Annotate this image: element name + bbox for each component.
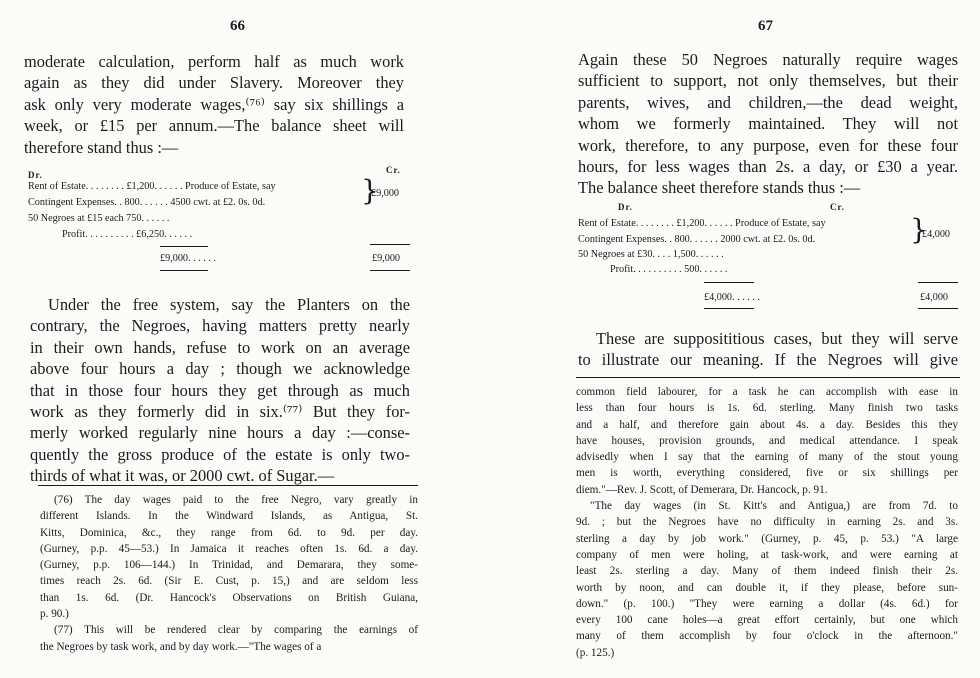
page-number-left: 66: [230, 18, 245, 34]
text-line: sufficient to support, not only themselves, but their: [578, 71, 958, 91]
footnote-line: many of them accomplish by four o'clock in the afternoon.": [576, 630, 958, 643]
text-line: week, or £15 per annum.—The balance sheet will: [24, 116, 404, 136]
text-line: in their own hands, refuse to work on an average: [30, 337, 410, 357]
footnote-line: every 100 cane holes—a great effort certainly, but one which: [576, 614, 958, 627]
footnote-line: p. 90.): [40, 608, 69, 621]
credit-amount: £9,000: [371, 188, 400, 199]
footnote-line: "The day wages (in St. Kitt's and Antigua,) are from 7d. to: [590, 500, 958, 513]
text-line: hours, for less wages than 2s. a day, or £30 a year.: [578, 157, 958, 177]
footnote-line: 9d. ; but the Negroes have no difficulty in earning 2s. and 3s.: [576, 516, 958, 529]
credit-header: Cr.: [830, 202, 845, 212]
sum-rule: [160, 270, 208, 271]
text-line: The balance sheet therefore stands thus :—: [578, 178, 861, 198]
text-line: contrary, the Negroes, having matters pretty nearly: [30, 316, 410, 336]
brace-glyph: }: [910, 213, 928, 246]
footnote-line: times reach 2s. 6d. (Sir E. Cust, p. 15,) and are seldom less: [40, 575, 418, 588]
right-page: [490, 0, 980, 678]
footnote-line: men is worth, everything considered, five or six shillings per: [576, 467, 958, 480]
text-line: above four hours a day ; though we acknowledge: [30, 359, 410, 379]
footnote-line: advisedly when I say that the earning of many of the stout young: [576, 451, 958, 464]
footnote-line: diem."—Rev. J. Scott, of Demerara, Dr. Hancock, p. 91.: [576, 483, 828, 496]
text-line: that in those four hours they get through as much: [30, 380, 410, 400]
sum-rule: [918, 308, 958, 309]
sum-rule: [704, 282, 754, 283]
total-left: £9,000. . . . . .: [160, 253, 217, 264]
balance-row: 50 Negroes at £30. . . . 1,500. . . . . .: [578, 249, 724, 260]
balance-row: Rent of Estate. . . . . . . . £1,200. . . . . . Produce of Estate, say: [578, 218, 826, 229]
footnote-line: (Gurney, p.p. 106—144.) In Trinidad, and Demarara, they some-: [40, 559, 418, 572]
footnote-line: and a half, and therefore gain about 4s. a day. Besides this they: [576, 418, 958, 431]
footnote-rule: [38, 485, 418, 486]
credit-header: Cr.: [386, 165, 401, 175]
left-top-paragraph: [24, 51, 404, 158]
text-line: Under the free system, say the Planters on the: [48, 295, 410, 314]
sum-rule: [704, 308, 754, 309]
page-number-right: 67: [758, 18, 773, 34]
text-line: merly worked regularly nine hours a day :—conse-: [30, 423, 410, 443]
right-mid-paragraph: [578, 328, 958, 371]
footnote-line: (77) This will be rendered clear by comparing the earnings of: [54, 624, 418, 637]
footnote-line: worth by noon, and can double it, if they please, before sun-: [576, 581, 958, 594]
sum-rule: [370, 270, 410, 271]
footnote-rule: [576, 377, 960, 378]
text-line: quently the gross produce of the estate is only two-: [30, 444, 410, 464]
credit-amount: £4,000: [922, 229, 951, 240]
left-mid-paragraph: [30, 294, 410, 487]
text-line: again as they did under Slavery. Moreover they: [24, 73, 404, 93]
total-right: £9,000: [372, 253, 401, 264]
balance-row: Rent of Estate. . . . . . . . £1,200. . . . . . Produce of Estate, say: [28, 181, 276, 192]
balance-row: Profit. . . . . . . . . . £6,250. . . . . .: [62, 229, 193, 240]
text-line: thirds of what it was, or 2000 cwt. of Sugar.—: [30, 466, 335, 486]
debit-header: Dr.: [28, 170, 43, 180]
left-footnotes: [40, 492, 418, 655]
footnote-line: less than four hours is 1s. 6d. sterling. Many finish two tasks: [576, 402, 958, 415]
footnote-line: have houses, provision grounds, and medical attendance. I speak: [576, 434, 958, 447]
debit-header: Dr.: [618, 202, 633, 212]
balance-row: Contingent Expenses. . 800. . . . . . 2000 cwt. at £2. 0s. 0d.: [578, 234, 816, 245]
footnote-line: down." (p. 100.) "They were earning a dollar (4s. 6d.) for: [576, 597, 958, 610]
footnote-line: company of men were holing, at task-work, and were earning at: [576, 548, 958, 561]
total-left: £4,000. . . . . .: [704, 292, 761, 303]
sum-rule: [370, 244, 410, 245]
brace-glyph: }: [361, 174, 379, 207]
balance-row: Profit. . . . . . . . . . 500. . . . . .: [610, 264, 728, 275]
footnote-line: (76) The day wages paid to the free Negro, vary greatly in: [54, 494, 418, 506]
right-top-paragraph: [578, 49, 958, 199]
footnote-line: least 2s. sterling a day. Many of them indeed finish their 2s.: [576, 565, 958, 578]
balance-row: 50 Negroes at £15 each 750. . . . . .: [28, 213, 170, 224]
text-line: Again these 50 Negroes naturally require wages: [578, 50, 958, 69]
footnote-line: sterling a day by job work." (Gurney, p. 45, p. 53.) "A large: [576, 532, 958, 545]
footnote-line: than 1s. 6d. (Dr. Hancock's Observations on British Guiana,: [40, 591, 418, 604]
balance-row: Contingent Expenses. . 800. . . . . . 4500 cwt. at £2. 0s. 0d.: [28, 197, 266, 208]
sum-rule: [918, 282, 958, 283]
text-line: ask only very moderate wages,⁽⁷⁶⁾ say six shillings a: [24, 94, 404, 114]
text-line: therefore stand thus :—: [24, 137, 179, 157]
footnote-line: different Islands. In the Windward Islands, as Antigua, St.: [40, 510, 418, 523]
text-line: whom we formerly maintained. They will not: [578, 114, 958, 134]
footnote-line: the Negroes by task work, and by day work.—"The wages of a: [40, 640, 322, 653]
right-footnotes: [576, 384, 958, 661]
footnote-line: common field labourer, for a task he can accomplish with ease in: [576, 386, 958, 398]
sum-rule: [160, 246, 208, 247]
text-line: work as they formerly did in six.⁽⁷⁷⁾ But they for-: [30, 402, 410, 422]
total-right: £4,000: [920, 292, 949, 303]
footnote-line: Kitts, Dominica, &c., they range from 6d. to 9d. per day.: [40, 526, 418, 539]
text-line: to illustrate our meaning. If the Negroes will give: [578, 350, 958, 370]
text-line: These are supposititious cases, but they will serve: [596, 329, 958, 348]
text-line: moderate calculation, perform half as much work: [24, 52, 404, 71]
text-line: work, therefore, to any purpose, even for these four: [578, 135, 958, 155]
text-line: parents, wives, and children,—the dead weight,: [578, 92, 958, 112]
footnote-line: (p. 125.): [576, 646, 615, 659]
footnote-line: (Gurney, p.p. 45—53.) In Jamaica it reaches often 1s. 6d. a day.: [40, 542, 418, 555]
